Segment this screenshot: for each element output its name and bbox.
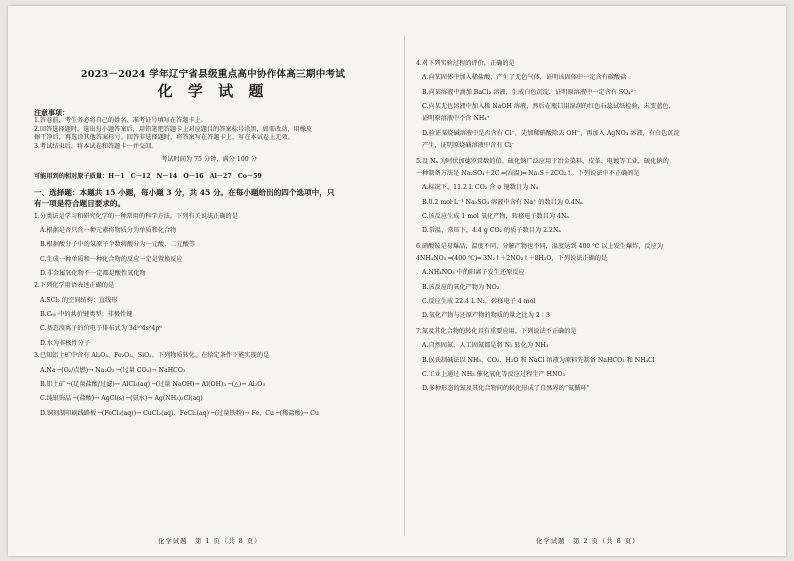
question-6-stem-cont: 4NH₄NO₃ ═(400 ℃)═ 3N₂↑＋2NO₂↑＋8H₂O，下列说法正确的是 (416, 255, 608, 263)
question-7-stem: 7.氮及其化合物的转化具有重要应用。下列说法不正确的是 (416, 327, 577, 335)
q4-option-c: C.向某无色溶液中加入稀 NaOH 溶液，然后在瓶口用湿润的红色石蕊试纸检验，未变蓝色， (422, 103, 675, 111)
q1-option-c: C.生成一种单质和一种化合物的反应一定是置换反应 (40, 255, 183, 263)
q4-option-a: A.向某固体中加入稀盐酸，产生了无色气体，证明该固体中一定含有碳酸盐 (422, 74, 627, 82)
section-heading: 一、选择题：本题共 15 小题，每小题 3 分，共 45 分。在每小题给出的四个选项中，只 (34, 187, 335, 197)
q6-option-b: B.该反应的氧化产物为 NO₂ (422, 283, 500, 291)
question-4-stem: 4.对下列实验过程的评价，正确的是 (416, 60, 515, 67)
note-item: 3.考试结束后，将本试卷和答题卡一并交回。 (34, 142, 158, 150)
page-footer-right: 化学试题 第 2 页（共 8 页） (536, 537, 640, 545)
q7-option-a: A.自然固氮、人工固氮都是将 N₂ 转化为 NH₃ (422, 342, 549, 350)
note-item: 2.回答选择题时，选出每小题答案后，用铅笔把答题卡上对应题目的答案标号涂黑，如需改动，用橡皮 (34, 125, 313, 133)
section-heading-cont: 有一项是符合题目要求的。 (34, 198, 126, 208)
q4-option-d-cont: 产生，证明原烧碱溶液中含有 Cl⁻ (422, 142, 515, 150)
q5-option-a: A.标况下，11.2 L CO₂ 含 σ 键数目为 Nₐ (422, 184, 539, 192)
page-footer-left: 化学试题 第 1 页（共 8 页） (158, 537, 262, 545)
left-column (34, 108, 384, 418)
q5-option-c: C.该反应生成 1 mol 氧化产物，转移电子数目为 4Nₐ (422, 212, 569, 220)
q1-option-d: D.非金属氧化物不一定都是酸性氧化物 (40, 270, 146, 278)
q1-option-a: A.根据是否只含一种元素将物质分为单质和化合物 (40, 226, 177, 234)
column-divider (404, 36, 405, 536)
notes-title: 注意事项： (34, 108, 69, 117)
question-2-stem: 2.下列化学用语表述正确的是 (34, 282, 115, 290)
q7-option-b: B.侯氏制碱法以 NH₃、CO₂、H₂O 和 NaCl 溶液为原料先制备 NaHCO₃ 和 NH₄Cl (422, 356, 655, 364)
question-3-stem: 3.已知铝土矿中含有 Al₂O₃、Fe₂O₃、SiO₂。下列物质转化，在给定条件下能实现的是 (34, 352, 270, 360)
q4-option-b: B.向某溶液中滴加 BaCl₂ 溶液，生成白色沉淀，证明原溶液中一定含有 SO₄²⁻ (422, 88, 637, 96)
q3-option-b: B.铝土矿 ─(足量盐酸/过滤)→ AlCl₃(aq) ─(过量 NaOH)→ Al(OH)₃ ─(△)→ Al₂O₃ (40, 380, 265, 388)
question-5-stem: 5.设 Nₐ 为阿伏加德罗常数的值。硫化钠广泛应用于冶金染料、皮革、电镀等工业，硫化钠的 (416, 157, 669, 165)
q4-option-d: D.验证某烧碱溶液中是否含有 Cl⁻，先加稀硝酸除去 OH⁻，再加入 AgNO₃ 溶液，有白色沉淀 (422, 129, 680, 137)
q3-option-a: A.Na ─(O₂/点燃)→ Na₂O₂ ─(过量 CO₂)→ NaHCO₃ (40, 366, 186, 374)
q3-option-c: C.纯银饰品 ─(盐酸)→ AgCl(s) ─(氨水)→ Ag(NH₃)₂Cl(aq) (40, 395, 203, 403)
q2-option-a: A.SCl₂ 的空间结构：直线形 (40, 296, 118, 304)
right-column (416, 60, 766, 394)
q6-option-a: A.NH₄NO₃ 中的阳离子发生还原反应 (422, 269, 525, 277)
atomic-masses: 可能用到的相对原子质量：H－1 C－12 N－14 O－16 Al－27 Co－59 (34, 173, 262, 181)
exam-time: 考试时间为 75 分钟，满分 100 分 (161, 155, 257, 163)
question-5-stem-cont: 一种制备方法是 Na₂SO₄＋2C ═(高温)═ Na₂S＋2CO₂↑。下列说法中不正确的是 (416, 169, 640, 177)
q2-option-d: D.水为非极性分子 (40, 339, 91, 347)
q4-option-c-cont: 证明原溶液中不含 NH₄⁺ (422, 115, 491, 123)
q5-option-b: B.0.2 mol·L⁻¹ Na₂SO₄ 溶液中含有 Na⁺ 的数目为 0.4Nₐ (422, 198, 583, 206)
note-item: 擦干净后，再选涂其他答案标号。回答非选择题时，将答案写在答题卡上，写在本试卷上无效。 (34, 134, 294, 142)
exam-title: 2023－2024 学年辽宁省县级重点高中协作体高三期中考试 (80, 69, 346, 80)
q6-option-d: D.氧化产物与还原产物的物质的量之比为 2∶3 (422, 312, 550, 320)
q7-option-c: C.工业上通过 NH₃ 催化氧化等反应过程生产 HNO₃ (422, 370, 566, 378)
note-item: 1.答卷前，考生务必将自己的姓名、准考证号填写在答题卡上。 (34, 117, 207, 125)
question-6-stem: 6.硝酸铵是易爆品，温度不同，分解产物也不同，温度达到 400 ℃ 以上发生爆炸，反应为 (416, 242, 664, 250)
question-1-stem: 1.分类法是学习和研究化学的一种常用的科学方法。下列有关说法正确的是 (34, 212, 238, 220)
q5-option-d: D.常温、常压下，4.4 g CO₂ 的质子数目为 2.2Nₐ (422, 227, 561, 235)
q2-option-c: C.基态溴离子的价电子排布式为 3d¹⁰4s²4p⁶ (40, 325, 162, 333)
q2-option-b: B.C₆₀ 中的共价键类型：非极性键 (40, 311, 133, 319)
q6-option-c: C.反应生成 22.4 L N₂，转移电子 4 mol (422, 298, 536, 306)
subject-title: 化 学 试 题 (157, 82, 269, 100)
q7-option-d: D.多种形态的氮及其化合物间的转化形成了自然界的“氮循环” (422, 385, 590, 393)
q3-option-d: D.铜刻制印刷线路板 ─(FeCl₃(aq))→ CuCl₂(aq)、FeCl₂(aq) ─(过量铁粉)→ Fe、Cu ─(稀盐酸)→ Cu (40, 409, 319, 417)
exam-sheet (8, 6, 786, 556)
q1-option-b: B.根据酸分子中的氢原子个数将酸分为一元酸、二元酸等 (40, 241, 196, 249)
